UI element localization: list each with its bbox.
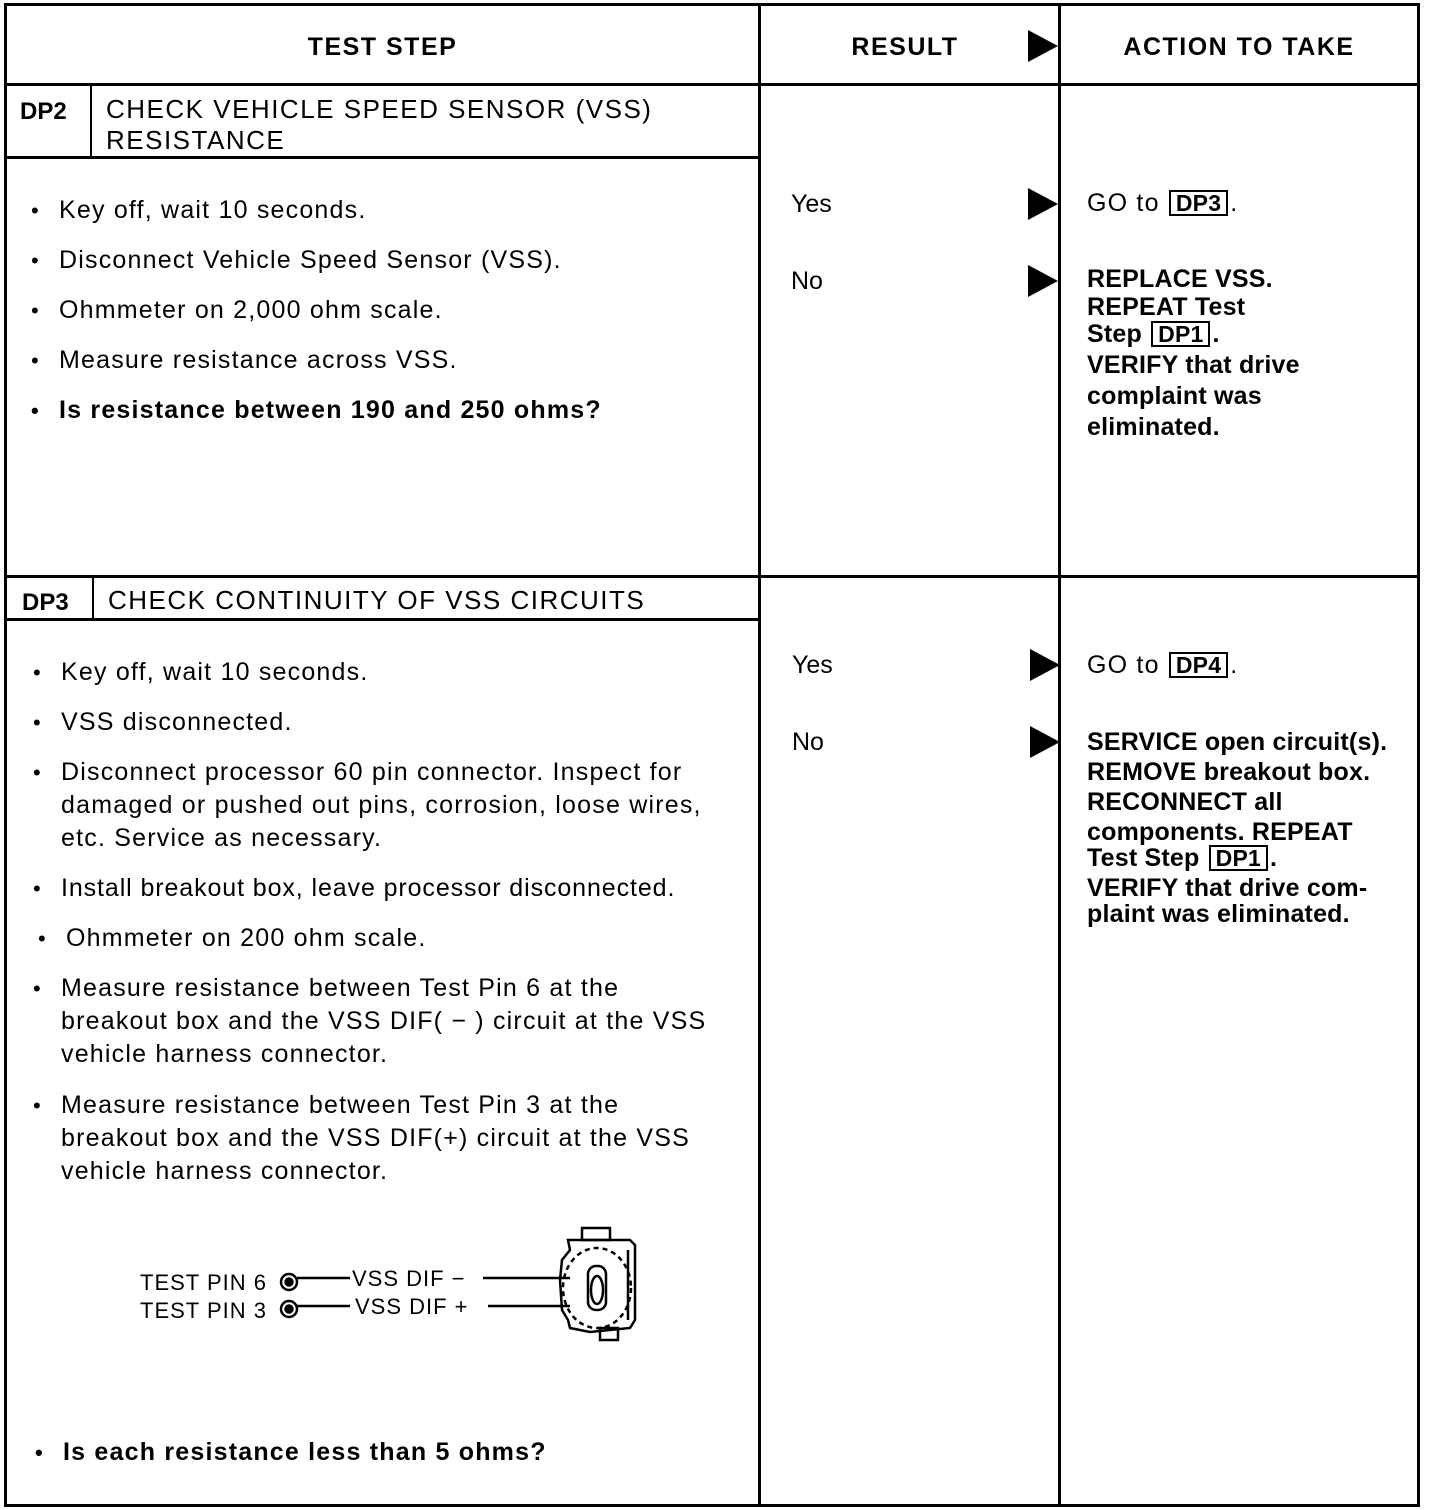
dp2-step-1: • Key off, wait 10 seconds. <box>59 194 739 227</box>
dp3-step-4: • Install breakout box, leave processor disconnected. <box>61 872 751 905</box>
row-divider <box>4 575 1420 578</box>
dp3-step-1: • Key off, wait 10 seconds. <box>61 656 731 689</box>
dp2-no-action-line4: VERIFY that drive <box>1087 351 1300 379</box>
dp3-no-action <box>1087 727 1412 929</box>
dp2-step-3: • Ohmmeter on 2,000 ohm scale. <box>59 294 739 327</box>
dp2-step-2: • Disconnect Vehicle Speed Sensor (VSS). <box>59 244 739 277</box>
dp3-step-2: • VSS disconnected. <box>61 706 731 739</box>
diagram-vss-dif-minus-label: VSS DIF − <box>352 1266 466 1291</box>
dp3-id-divider <box>92 578 94 620</box>
dp2-step-title: CHECK VEHICLE SPEED SENSOR (VSS) RESISTANCE <box>106 94 653 155</box>
dp2-no-action-ref: DP1 <box>1151 321 1210 347</box>
header-divider <box>4 83 1420 86</box>
dp2-yes-action-ref: DP3 <box>1169 190 1228 216</box>
dp2-step-5-question: • Is resistance between 190 and 250 ohms? <box>59 394 739 427</box>
dp2-no-action <box>1087 264 1407 443</box>
vss-harness-connector-icon <box>560 1228 635 1340</box>
dp2-no-action-line5: complaint was <box>1087 382 1262 410</box>
dp3-yes-action-ref: DP4 <box>1169 652 1228 678</box>
dp3-step-8-question: • Is each resistance less than 5 ohms? <box>63 1436 743 1469</box>
vss-connector-diagram <box>270 1220 650 1350</box>
dp3-no-action-ref: DP1 <box>1209 845 1268 871</box>
dp2-no-action-line3 <box>1087 319 1407 350</box>
dp2-no-action-line3-suffix: . <box>1212 320 1220 348</box>
dp2-step-id: DP2 <box>20 98 67 125</box>
column-divider-1 <box>758 3 761 1507</box>
dp2-title-bottom <box>4 156 760 159</box>
dp3-yes-arrow-icon <box>1030 649 1060 681</box>
dp3-no-action-line1: SERVICE open circuit(s). <box>1087 728 1388 756</box>
dp3-no-action-line7: plaint was eliminated. <box>1087 900 1350 928</box>
diagram-vss-dif-plus-label: VSS DIF + <box>355 1294 469 1319</box>
dp3-no-action-line5-suffix: . <box>1269 844 1278 872</box>
dp2-no-action-line1: REPLACE VSS. <box>1087 265 1273 293</box>
dp3-no-action-line4: components. REPEAT <box>1087 818 1353 846</box>
dp3-step-title: CHECK CONTINUITY OF VSS CIRCUITS <box>108 585 646 615</box>
dp2-yes-arrow-icon <box>1028 188 1058 220</box>
dp3-step-5: • Ohmmeter on 200 ohm scale. <box>66 922 736 955</box>
dp2-yes-action <box>1087 188 1238 219</box>
dp3-no-arrow-icon <box>1030 726 1060 758</box>
dp3-no-action-line2: REMOVE breakout box. <box>1087 758 1371 786</box>
dp3-no-action-line5 <box>1087 843 1412 873</box>
dp3-no-action-line3: RECONNECT all <box>1087 788 1283 816</box>
dp2-result-no: No <box>791 267 823 295</box>
dp2-result-yes: Yes <box>791 190 832 218</box>
dp3-step-6: • Measure resistance between Test Pin 6 at the breakout box and the VSS DIF( − ) circuit at the VSS vehicle harness connector. <box>61 972 721 1071</box>
dp2-no-arrow-icon <box>1028 265 1058 297</box>
dp2-no-action-line2: REPEAT Test <box>1087 293 1246 321</box>
dp2-id-divider <box>90 86 92 158</box>
header-test-step: TEST STEP <box>307 33 458 61</box>
diagram-test-pin-6-label: TEST PIN 6 <box>140 1270 267 1295</box>
dp3-result-no: No <box>792 728 824 756</box>
dp3-no-action-line6: VERIFY that drive com- <box>1087 874 1368 902</box>
dp2-yes-action-suffix: . <box>1230 189 1239 217</box>
table-border-left <box>4 3 7 1507</box>
dp3-step-id: DP3 <box>22 589 69 616</box>
table-border-top <box>4 3 1420 6</box>
dp3-result-yes: Yes <box>792 651 833 679</box>
dp3-yes-action <box>1087 650 1238 681</box>
table-border-bottom <box>4 1504 1420 1507</box>
diagram-test-pin-3-label: TEST PIN 3 <box>140 1298 267 1323</box>
dp2-step-4: • Measure resistance across VSS. <box>59 344 739 377</box>
header-result: RESULT <box>851 33 959 61</box>
dp3-step-7: • Measure resistance between Test Pin 3 at the breakout box and the VSS DIF(+) circuit at the VSS vehicle harness connector. <box>61 1089 721 1188</box>
dp3-yes-action-prefix: GO to <box>1087 651 1160 679</box>
dp3-title-bottom <box>4 618 760 621</box>
table-border-right <box>1417 3 1420 1507</box>
dp3-no-action-line5-prefix: Test Step <box>1087 844 1200 872</box>
dp2-no-action-line6: eliminated. <box>1087 413 1220 441</box>
dp2-yes-action-prefix: GO to <box>1087 189 1160 217</box>
header-arrow-icon <box>1028 30 1058 62</box>
dp3-yes-action-suffix: . <box>1230 651 1239 679</box>
header-action: ACTION TO TAKE <box>1123 33 1355 61</box>
dp3-step-3: • Disconnect processor 60 pin connector. Inspect for damaged or pushed out pins, corrosion, loose wires, etc. Service as necessary. <box>61 756 731 855</box>
dp2-no-action-line3-prefix: Step <box>1087 320 1142 348</box>
